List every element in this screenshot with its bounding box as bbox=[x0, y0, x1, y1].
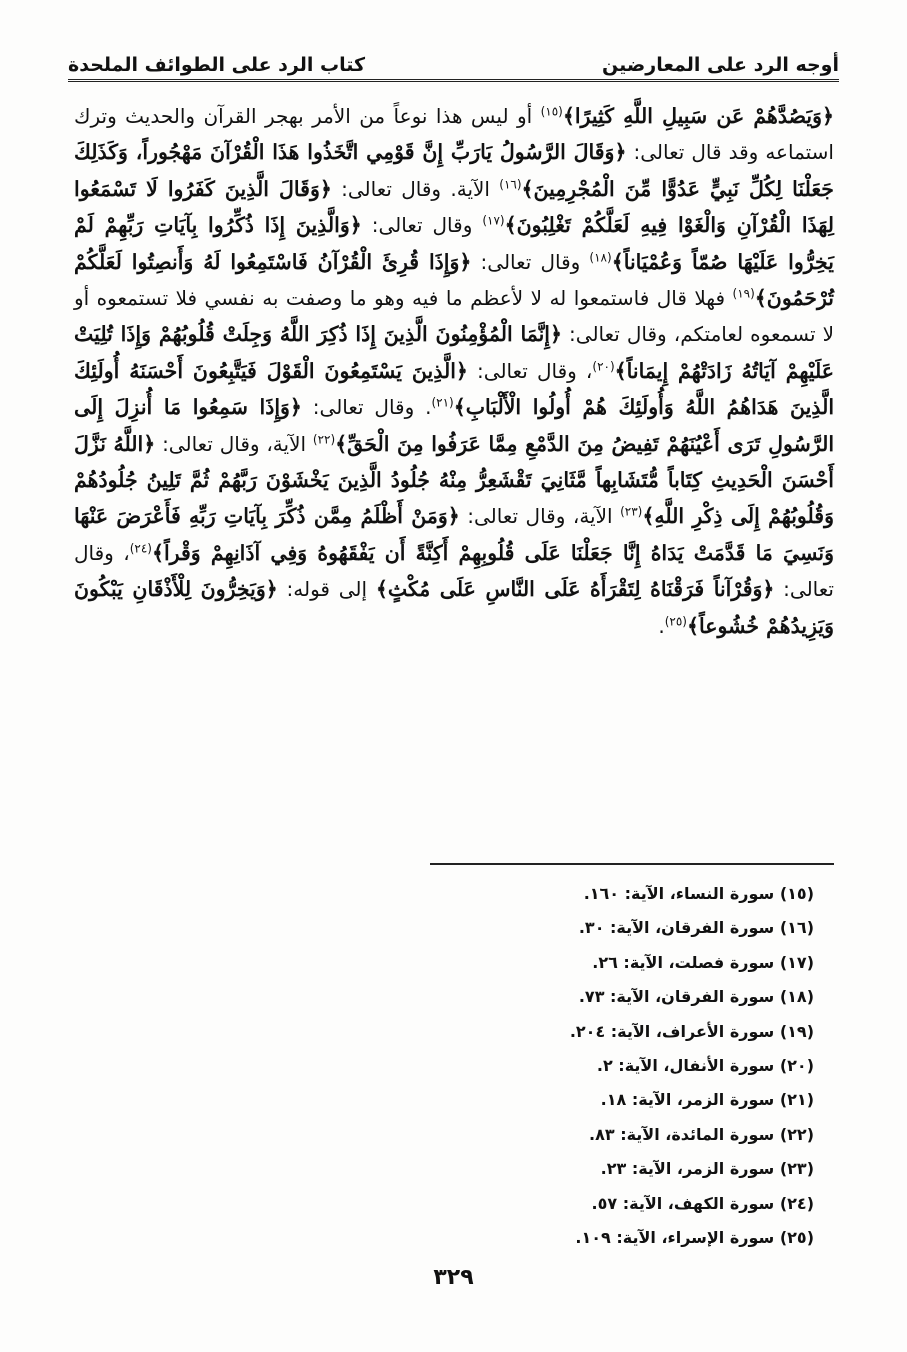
footnote-ref: (٢٢) bbox=[312, 432, 336, 446]
text-segment: ، وقال تعالى: bbox=[467, 358, 593, 383]
quran-verse: ﴿اللَّهُ نَزَّلَ أَحْسَنَ الْحَدِيثِ كِتَاباً مُّتَشَابِهاً مَّثَانِيَ تَقْشَعِرُّ مِنْهُ جُلُودُ الَّذِينَ يَخْشَوْنَ رَبَّهُمْ ثُمَّ تَلِينُ جُلُودُهُمْ وَقُلُوبُهُمْ إِلَى ذِكْرِ اللَّهِ﴾ bbox=[74, 431, 834, 529]
header-rule bbox=[68, 79, 839, 82]
main-text bbox=[74, 98, 834, 644]
footnote-ref: (٢٤) bbox=[129, 541, 152, 556]
footnote-ref: (١٦) bbox=[499, 177, 522, 192]
footnote-item: (٢٤) سورة الكهف، الآية: ٥٧. bbox=[591, 1193, 814, 1213]
footnote-item: (٢٠) سورة الأنفال، الآية: ٢. bbox=[596, 1055, 814, 1075]
footnote-ref: (٢٣) bbox=[620, 504, 643, 519]
text-segment: إلى قوله: bbox=[277, 577, 376, 602]
quran-verse: ﴿وَالَّذِينَ إِذَا ذُكِّرُوا بِآيَاتِ رَبِّهِمْ لَمْ يَخِرُّوا عَلَيْهَا صُمّاً وَعُمْيَاناً﴾ bbox=[74, 213, 834, 274]
footnote-item: (١٦) سورة الفرقان، الآية: ٣٠. bbox=[578, 918, 814, 938]
footnote-ref: (١٧) bbox=[482, 213, 505, 228]
quran-verse: ﴿وَيَصُدَّهُمْ عَن سَبِيلِ اللَّهِ كَثِيرًا﴾ bbox=[562, 104, 834, 128]
footnote-ref: (١٨) bbox=[589, 249, 612, 264]
text-segment: فهلا قال فاستمعوا له لا لأعظم ما فيه وهو ما وصفت به نفسي فلا تستمعوه أو لا تسمعوه لعامتكم، وقال تعالى: bbox=[74, 286, 835, 347]
footnotes-list bbox=[394, 877, 814, 1255]
footnote-item: (٢٣) سورة الزمر، الآية: ٢٣. bbox=[600, 1159, 814, 1179]
text-segment: أو ليس هذا نوعاً من الأمر بهجر القرآن والحديث وترك استماعه وقد قال تعالى: bbox=[74, 104, 834, 165]
text-segment: . bbox=[658, 613, 665, 638]
text-segment: ، وقال تعالى: bbox=[74, 540, 834, 602]
page-number: ٣٢٩ bbox=[433, 1265, 474, 1290]
footnote-ref: (٢١) bbox=[431, 395, 454, 410]
text-segment: وقال تعالى: bbox=[471, 249, 590, 274]
footnote-item: (١٨) سورة الفرقان، الآية: ٧٣. bbox=[578, 987, 814, 1007]
footnote-ref: (٢٥) bbox=[664, 614, 687, 629]
text-segment: الآية، وقال تعالى: bbox=[459, 504, 621, 529]
quran-verse: ﴿إِنَّمَا الْمُؤْمِنُونَ الَّذِينَ إِذَا ذُكِرَ اللَّهُ وَجِلَتْ قُلُوبُهُمْ وَإِذَا تُلِيَتْ عَلَيْهِمْ آيَاتُهُ زَادَتْهُمْ إِيمَاناً﴾ bbox=[74, 322, 834, 383]
footnote-ref: (١٥) bbox=[540, 104, 563, 119]
running-header bbox=[68, 40, 839, 76]
quran-verse: ﴿وَقَالَ الَّذِينَ كَفَرُوا لَا تَسْمَعُوا لِهَذَا الْقُرْآنِ وَالْغَوْا فِيهِ لَعَلَّكُمْ تَغْلِبُونَ﴾ bbox=[74, 176, 834, 238]
quran-verse: ﴿وَإِذَا قُرِئَ الْقُرْآنُ فَاسْتَمِعُوا لَهُ وَأَنصِتُوا لَعَلَّكُمْ تُرْحَمُونَ﴾ bbox=[74, 249, 834, 311]
footnote-separator bbox=[430, 863, 834, 865]
quran-verse: ﴿وَمَنْ أَظْلَمُ مِمَّن ذُكِّرَ بِآيَاتِ رَبِّهِ فَأَعْرَضَ عَنْهَا وَنَسِيَ مَا قَدَّمَتْ يَدَاهُ إِنَّا جَعَلْنَا عَلَى قُلُوبِهِمْ أَكِنَّةً أَن يَفْقَهُوهُ وَفِي آذَانِهِمْ وَقْراً﴾ bbox=[74, 504, 835, 565]
header-right-title: أوجه الرد على المعارضين bbox=[602, 54, 839, 76]
text-segment: الآية. وقال تعالى: bbox=[331, 176, 500, 201]
footnote-item: (٢١) سورة الزمر، الآية: ١٨. bbox=[600, 1090, 814, 1110]
quran-verse: ﴿وَإِذَا سَمِعُوا مَا أُنزِلَ إِلَى الرَّسُولِ تَرَى أَعْيُنَهُمْ تَفِيضُ مِنَ الدَّمْعِ مِمَّا عَرَفُوا مِنَ الْحَقِّ﴾ bbox=[74, 395, 835, 456]
text-segment: الآية، وقال تعالى: bbox=[155, 431, 313, 456]
quran-verse: ﴿وَقُرْآناً فَرَقْنَاهُ لِتَقْرَأَهُ عَلَى النَّاسِ عَلَى مُكْثٍ﴾ bbox=[375, 577, 775, 602]
quran-verse: ﴿وَقَالَ الرَّسُولُ يَارَبِّ إِنَّ قَوْمِي اتَّخَذُوا هَذَا الْقُرْآنَ مَهْجُوراً، وَكَذَلِكَ جَعَلْنَا لِكُلِّ نَبِيٍّ عَدُوًّا مِّنَ الْمُجْرِمِينَ﴾ bbox=[74, 140, 834, 201]
footnote-ref: (٢٠) bbox=[592, 359, 615, 374]
quran-verse: ﴿الَّذِينَ يَسْتَمِعُونَ الْقَوْلَ فَيَتَّبِعُونَ أَحْسَنَهُ أُولَئِكَ الَّذِينَ هَدَاهُمُ اللَّهُ وَأُولَئِكَ هُمْ أُولُوا الْأَلْبَابِ﴾ bbox=[74, 358, 835, 420]
footnote-ref: (١٩) bbox=[732, 286, 755, 301]
footnote-item: (١٥) سورة النساء، الآية: ١٦٠. bbox=[583, 884, 814, 903]
quran-verse: ﴿وَيَخِرُّونَ لِلْأَذْقَانِ يَبْكُونَ وَيَزِيدُهُمْ خُشُوعاً﴾ bbox=[74, 577, 834, 638]
text-segment: . وقال تعالى: bbox=[301, 395, 432, 420]
footnote-item: (٢٢) سورة المائدة، الآية: ٨٣. bbox=[589, 1124, 814, 1144]
main-paragraph bbox=[74, 98, 834, 644]
footnote-item: (١٩) سورة الأعراف، الآية: ٢٠٤. bbox=[569, 1021, 814, 1041]
footnote-item: (٢٥) سورة الإسراء، الآية: ١٠٩. bbox=[575, 1227, 814, 1247]
header-left-title: كتاب الرد على الطوائف الملحدة bbox=[68, 54, 366, 76]
text-segment: وقال تعالى: bbox=[361, 213, 483, 238]
footnote-item: (١٧) سورة فصلت، الآية: ٢٦. bbox=[592, 952, 814, 972]
